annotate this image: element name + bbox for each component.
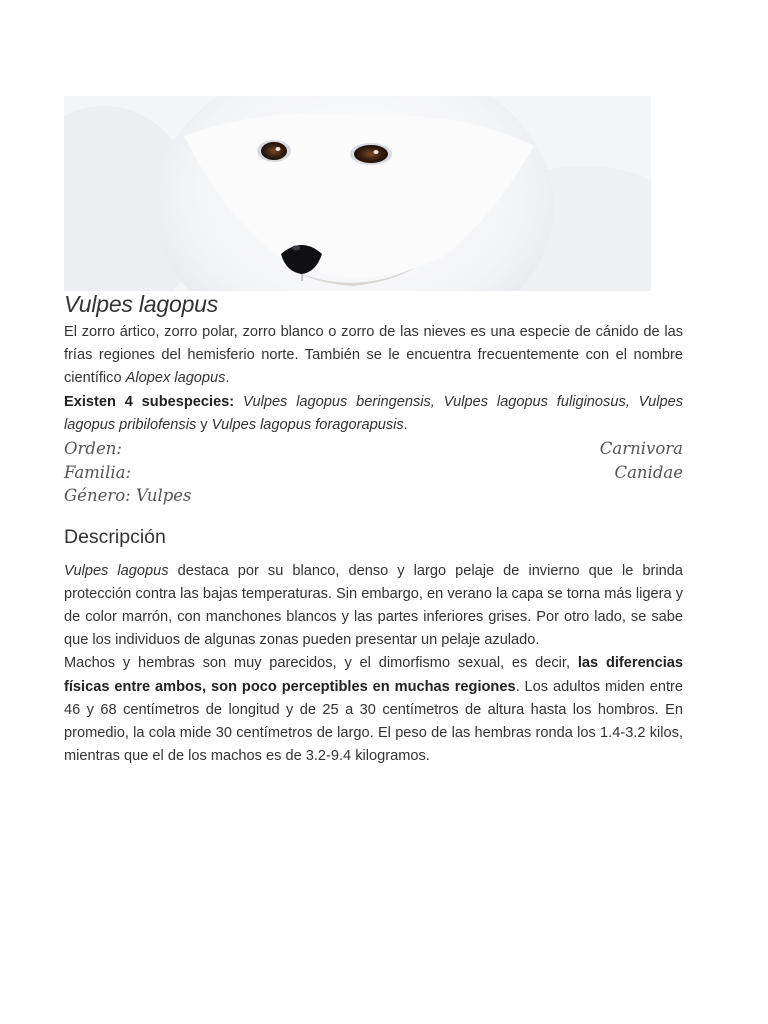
taxonomy-order-row bbox=[64, 437, 683, 461]
description-text-2-start: Machos y hembras son muy parecidos, y el dimorfismo sexual, es decir, bbox=[64, 655, 578, 672]
order-label: Orden: bbox=[64, 439, 122, 459]
intro-end: . bbox=[225, 370, 230, 387]
family-label: Familia: bbox=[64, 462, 132, 482]
arctic-fox-illustration bbox=[64, 96, 651, 291]
species-title: Vulpes lagopus bbox=[64, 291, 219, 317]
taxonomy-family-row bbox=[64, 461, 683, 485]
subspecies-connector: y bbox=[196, 416, 212, 433]
article-body bbox=[64, 289, 683, 768]
taxonomy-block bbox=[64, 437, 683, 508]
genus-text: Género: Vulpes bbox=[64, 486, 192, 506]
description-text-1: destaca por su blanco, denso y largo pelaje de invierno que le brinda protección contra las bajas temperaturas. Sin embargo, en verano la capa se torna más ligera y de color marrón, con manchones blancos y las partes inferiores grises. Por otro lado, se sabe que los individuos de algunas zonas pueden presentar un pelaje azulado. bbox=[64, 562, 683, 649]
family-value: Canidae bbox=[614, 462, 683, 482]
description-heading: Descripción bbox=[64, 525, 166, 548]
description-text-2-end: . Los adultos miden entre 46 y 68 centímetros de longitud y de 25 a 30 centímetros de altura hasta los hombros. En promedio, la cola mide 30 centímetros de largo. El peso de las hembras ronda los 1.4-3.2 kilos, mientras que el de los machos es de 3.2-9.4 kilogramos. bbox=[64, 678, 683, 765]
intro-paragraph bbox=[64, 321, 683, 391]
description-species-name: Vulpes lagopus bbox=[64, 562, 169, 579]
description-paragraph-1 bbox=[64, 560, 683, 653]
subspecies-end: . bbox=[403, 416, 408, 433]
subspecies-paragraph bbox=[64, 391, 683, 437]
subspecies-label: Existen 4 subespecies: bbox=[64, 393, 235, 410]
order-value: Carnivora bbox=[599, 439, 683, 459]
intro-text: El zorro ártico, zorro polar, zorro blanco o zorro de las nieves es una especie de cánido de las frías regiones del hemisferio norte. También se le encuentra frecuentemente con el nombre científico bbox=[64, 324, 683, 387]
subspecies-list: Vulpes lagopus beringensis, Vulpes lagopus fuliginosus, Vulpes lagopus pribilofensis bbox=[64, 393, 683, 433]
description-text-2-bold: las diferencias físicas entre ambos, son poco perceptibles en muchas regiones bbox=[64, 655, 683, 695]
arctic-fox-photo bbox=[64, 96, 651, 291]
alternate-scientific-name: Alopex lagopus bbox=[125, 370, 226, 387]
taxonomy-genus-row bbox=[64, 484, 683, 508]
description-paragraph-2 bbox=[64, 652, 683, 768]
subspecies-last: Vulpes lagopus foragorapusis bbox=[211, 416, 404, 433]
